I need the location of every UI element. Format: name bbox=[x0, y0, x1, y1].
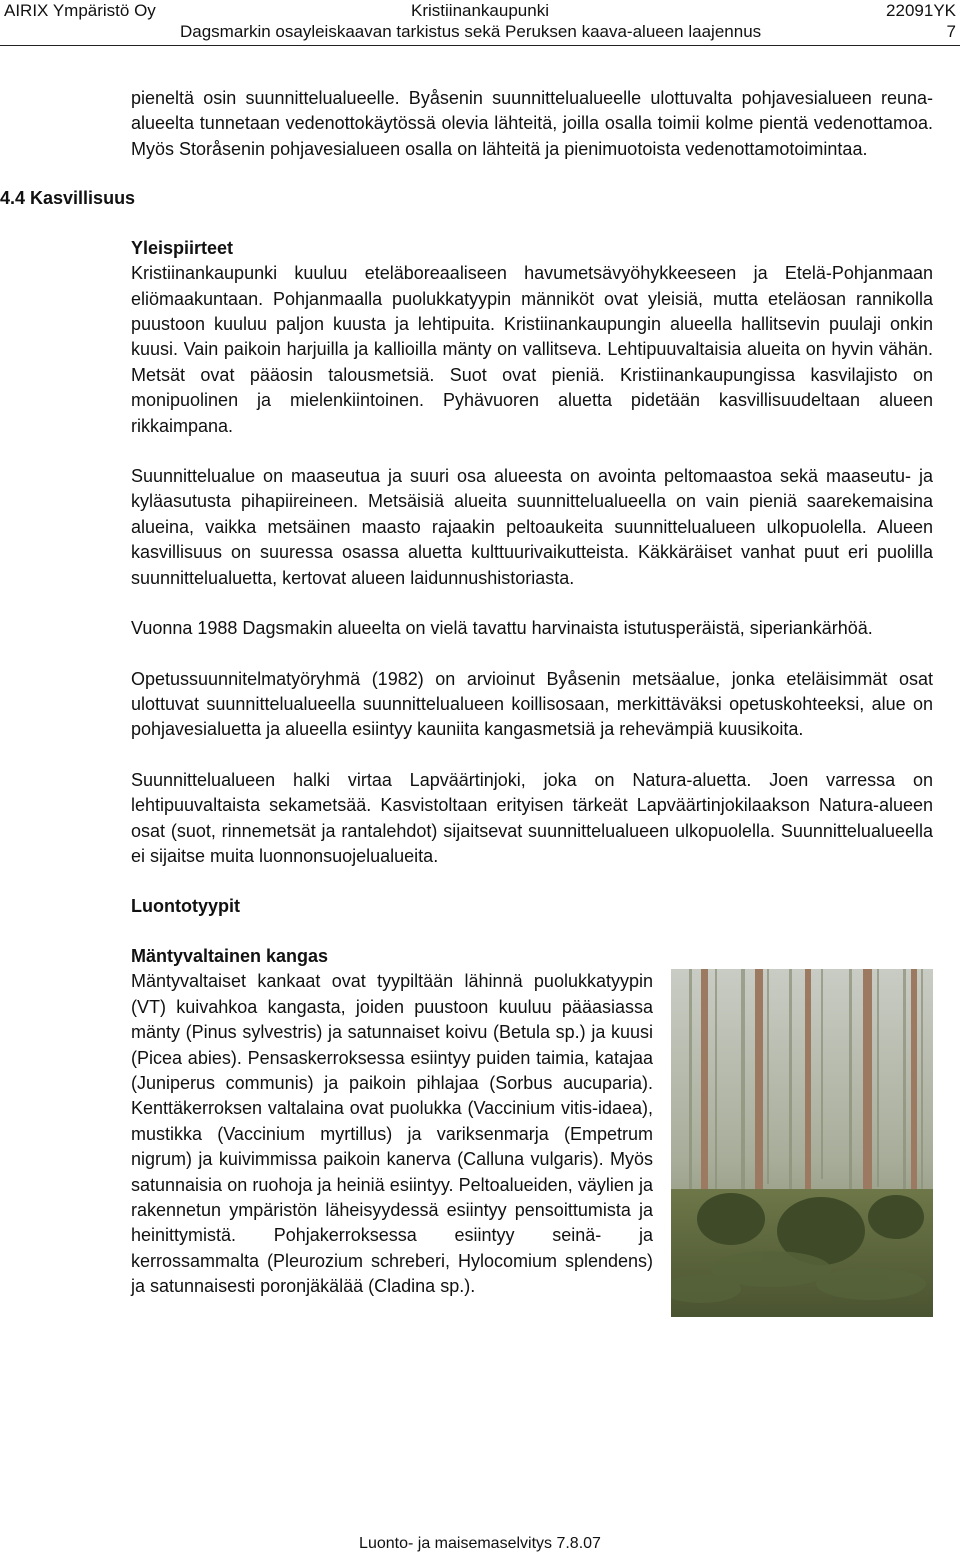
mantyvaltainen-block bbox=[131, 969, 933, 1299]
header-divider bbox=[0, 45, 960, 46]
header-company: AIRIX Ympäristö Oy bbox=[4, 1, 156, 20]
header-subtitle: Dagsmarkin osayleiskaavan tarkistus sekä Peruksen kaava-alueen laajennus bbox=[180, 22, 762, 41]
paragraph-3: Vuonna 1988 Dagsmakin alueelta on vielä tavattu harvinaista istutusperäistä, siperiankärhöä. bbox=[131, 618, 873, 639]
document-body bbox=[0, 86, 933, 1300]
header-page-number: 7 bbox=[946, 22, 956, 41]
luontotyypit-heading: Luontotyypit bbox=[131, 896, 240, 917]
subsection-heading: Yleispiirteet bbox=[131, 238, 234, 259]
header-project-code: 22091YK bbox=[886, 1, 956, 20]
paragraph-1: Kristiinankaupunki kuuluu eteläboreaaliseen havumetsävyöhykkeeseen ja Etelä-Pohjanmaan eliömaakuntaan. Pohjanmaalla puolukkatyypin männiköt ovat yleisiä, mutta eteläosan rannikolla puustoon kuuluu paljon kuusta ja lehtipuita. Kristiinankaupungin alueella hallitsevin puulaji onkin kuusi. Vain paikoin harjuilla ja kallioilla mänty on vallitseva. Lehtipuuvaltaisia alueita on hyvin vähän. Metsät ovat pääosin talousmetsiä. Suot ovat pieniä. Kristiinankaupungissa kasvilajisto on monipuolinen ja mielenkiintoinen. Pyhävuoren aluetta pidetään kasvillisuudeltaan alueen rikkaimpana. bbox=[131, 263, 933, 436]
mantyvaltainen-heading: Mäntyvaltainen kangas bbox=[131, 946, 329, 967]
intro-paragraph: pieneltä osin suunnittelualueelle. Byåsenin suunnittelualueelle ulottuvalta pohjavesialueen reuna-alueelta tunnetaan vedenottokäytössä olevia lähteitä, joilla osalla toimii kolme pientä vedenottamoa. Myös Storåsenin pohjavesialueen osalla on lähteitä ja pienimuotoista vedenottamotoimintaa. bbox=[131, 88, 933, 159]
section-heading: 4.4 Kasvillisuus bbox=[0, 188, 136, 209]
mantyvaltainen-paragraph: Mäntyvaltaiset kankaat ovat tyypiltään lähinnä puolukkatyypin (VT) kuivahkoa kangasta, joiden puustoon kuuluu pääasiassa mänty (Pinus sylvestris) ja satunnaiset koivu (Betula sp.) ja kuusi (Picea abies). Pensaskerroksessa esiintyy puiden taimia, katajaa (Juniperus communis) ja paikoin pihlajaa (Sorbus aucuparia). Kenttäkerroksen valtalaina ovat puolukka (Vaccinium vitis-idaea), mustikka (Vaccinium myrtillus) ja variksenmarja (Empetrum nigrum) ja kuivimmissa paikoin kanerva (Calluna vulgaris). Myös satunnaisia on ruohoja ja heiniä esiintyy. Peltoalueiden, väylien ja rakennetun ympäristön läheisyydessä esiintyy pensoittumista ja heinittymistä. Pohjakerroksessa esiintyy seinä- ja kerrossammalta (Pleurozium schreberi, Hylocomium splendens) ja satunnaisesti poronjäkälää (Cladina sp.). bbox=[131, 971, 653, 1297]
page-footer: Luonto- ja maisemaselvitys 7.8.07 bbox=[359, 1535, 601, 1552]
pine-forest-photo bbox=[671, 969, 933, 1317]
paragraph-5: Suunnittelualueen halki virtaa Lapväärtinjoki, joka on Natura-aluetta. Joen varressa on lehtipuuvaltaista sekametsää. Kasvistoltaan erityisen tärkeät Lapväärtinjokilaakson Natura-alueen osat (suot, rinnemetsät ja rantalehdot) sijaitsevat suunnittelualueen ulkopuolella. Suunnittelualueella ei sijaitse muita luonnonsuojelualueita. bbox=[131, 769, 933, 866]
page-header bbox=[0, 0, 960, 44]
paragraph-2: Suunnittelualue on maaseutua ja suuri osa alueesta on avointa peltomaastoa sekä maaseutu- ja kyläasutusta pihapiireineen. Metsäisiä alueita suunnittelualueella on vain pieniä saarekemaisina alueina, vaikka metsäinen maasto rajaakin peltoaukeita suunnittelualueen ulkopuolella. Alueen kasvillisuus on suuressa osassa aluetta kulttuurivaikutteista. Käkkäräiset vanhat puut eri puolilla suunnittelualuetta, kertovat alueen laidunnushistoriasta. bbox=[131, 466, 933, 588]
header-municipality: Kristiinankaupunki bbox=[411, 1, 549, 20]
paragraph-4: Opetussuunnitelmatyöryhmä (1982) on arvioinut Byåsenin metsäalue, jonka eteläisimmät osat ulottuvat suunnittelualueella suunnittelualueen koillisosaan, merkittäväksi opetuskohteeksi, alue on pohjavesialuetta ja alueella esiintyy kauniita kangasmetsiä ja rehevämpiä kuusikoita. bbox=[131, 668, 933, 740]
